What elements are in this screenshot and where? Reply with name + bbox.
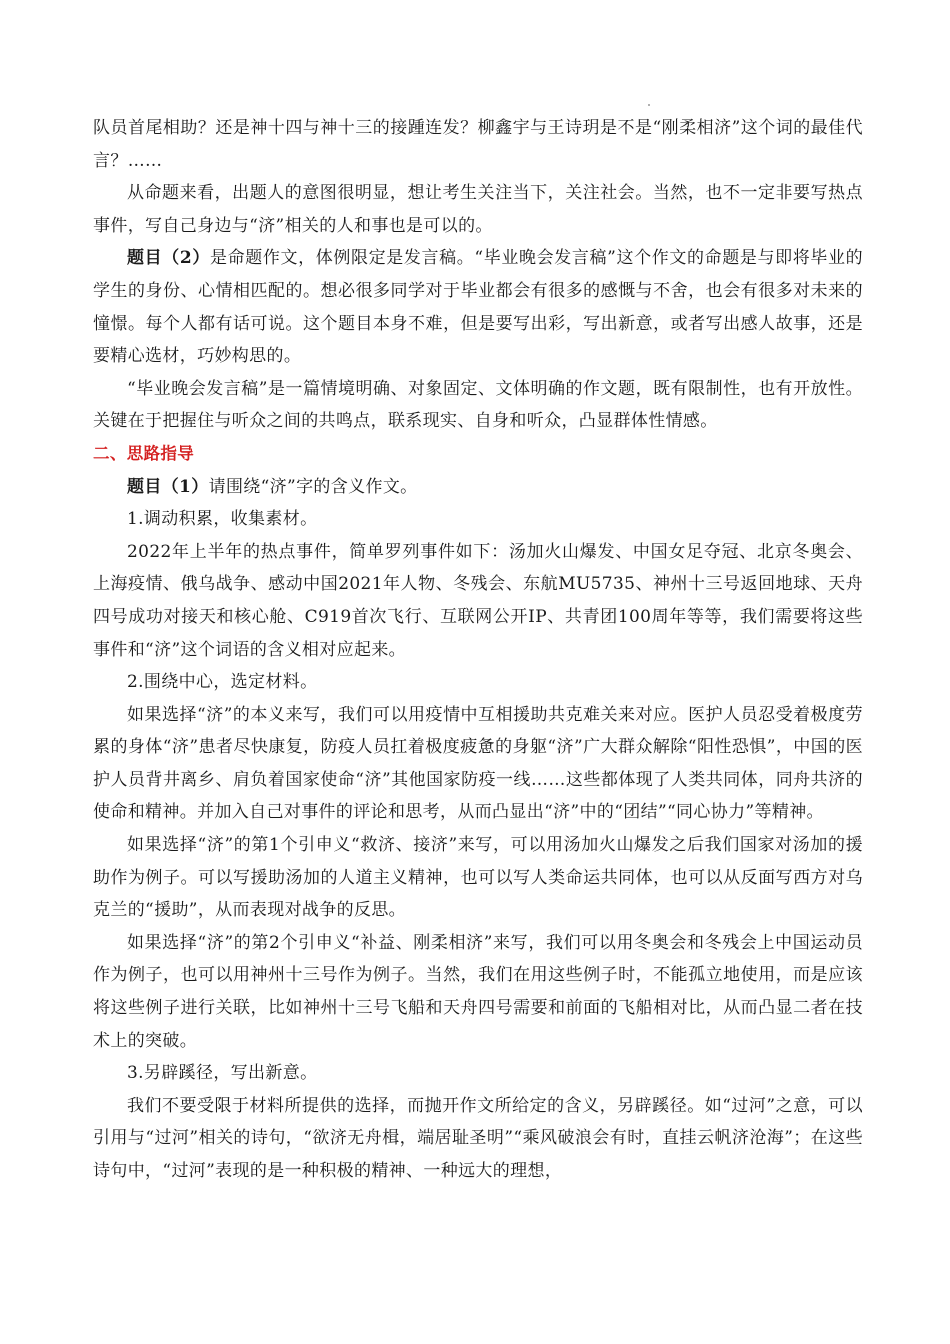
paragraph: “毕业晚会发言稿”是一篇情境明确、对象固定、文体明确的作文题，既有限制性，也有开放性。关键在于把握住与听众之间的共鸣点，联系现实、自身和听众，凸显群体性情感。 [93,378,863,432]
paragraph: 从命题来看，出题人的意图很明显，想让考生关注当下，关注社会。当然，也不一定非要写热点事件，写自己身边与“济”相关的人和事也是可以的。 [93,183,863,236]
paragraph: 如果选择“济”的第1个引申义“救济、接济”来写，可以用汤加火山爆发之后我们国家对汤加的援助作为例子。可以写援助汤加的人道主义精神，也可以写人类命运共同体，也可以从反面写西方对乌克兰的“援助”，从而表现对战争的反思。 [93,835,863,921]
topic-label: 题目（2） [127,248,210,269]
paragraph: 我们不要受限于材料所提供的选择，而抛开作文所给定的含义，另辟蹊径。如“过河”之意，可以引用与“过河”相关的诗句，“欲济无舟楫，端居耻圣明”“乘风破浪会有时，直挂云帆济沧海”；在这些诗句中，“过河”表现的是一种积极的精神、一种远大的理想， [93,1095,863,1181]
paragraph-continuation: 队员首尾相助？还是神十四与神十三的接踵连发？柳鑫宇与王诗玥是不是“刚柔相济”这个词的最佳代言？…… [93,118,863,171]
paragraph: 如果选择“济”的第2个引申义“补益、刚柔相济”来写，我们可以用冬奥会和冬残会上中国运动员作为例子，也可以用神州十三号作为例子。当然，我们在用这些例子时，不能孤立地使用，而是应该将这些例子进行关联，比如神州十三号飞船和天舟四号需要和前面的飞船相对比，从而凸显二者在技术上的突破。 [93,932,863,1051]
scan-dot [648,104,650,106]
paragraph: 如果选择“济”的本义来写，我们可以用疫情中互相援助共克难关来对应。医护人员忍受着极度劳累的身体“济”患者尽快康复，防疫人员扛着极度疲惫的身躯“济”广大群众解除“阳性恐惧”，中国的医护人员背井离乡、肩负着国家使命“济”其他国家防疫一线……这些都体现了人类共同体，同舟共济的使命和精神。并加入自己对事件的评论和思考，从而凸显出“济”中的“团结”“同心协力”等精神。 [93,704,863,823]
step-heading: 3.另辟蹊径，写出新意。 [127,1063,318,1084]
topic-label: 题目（1） [127,476,209,497]
paragraph-text: 请围绕“济”字的含义作文。 [208,476,418,497]
paragraph-text: 是命题作文，体例限定是发言稿。“毕业晚会发言稿”这个作文的命题是与即将毕业的学生的身份、心情相匹配的。想必很多同学对于毕业都会有很多的感慨与不舍，也会有很多对未来的憧憬。每个人都有话可说。这个题目本身不难，但是要写出彩，写出新意，或者写出感人故事，还是要精心选材，巧妙构思的。 [93,248,863,367]
step-heading: 1.调动积累，收集素材。 [127,509,318,530]
document-body [93,112,863,1188]
section-heading: 二、思路指导 [93,443,195,463]
step-heading: 2.围绕中心，选定材料。 [127,672,318,693]
paragraph [93,242,863,372]
paragraph [93,471,863,504]
paragraph: 2022年上半年的热点事件，简单罗列事件如下：汤加火山爆发、中国女足夺冠、北京冬奥会、上海疫情、俄乌战争、感动中国2021年人物、冬残会、东航MU5735、神州十三号返回地球、天舟四号成功对接天和核心舱、C919首次飞行、互联网公开IP、共青团100周年等等，我们需要将这些事件和“济”这个词语的含义相对应起来。 [93,541,863,660]
